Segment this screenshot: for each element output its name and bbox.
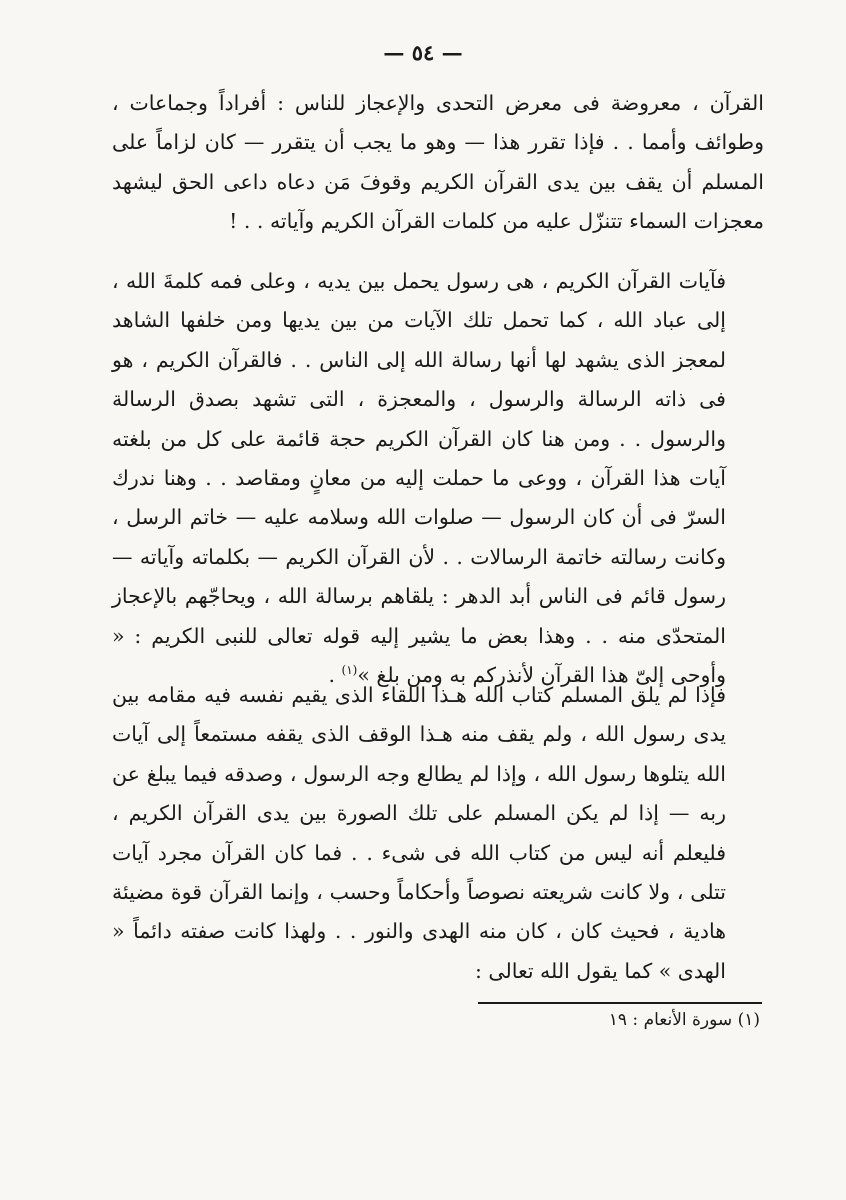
paragraph-2-text: فآيات القرآن الكريم ، هى رسول يحمل بين يديه ، وعلى فمه كلمةَ الله ، إلى عباد الله ، كما تحمل تلك الآيات من بين يديها ومن خلفها الشاهد لمعجز الذى يشهد لها أنها رسالة الله إلى الناس . . فالقرآن الكريم ، هو فى ذاته الرسالة والرسول ، والمعجزة ، التى تشهد بصدق الرسالة والرسول . . ومن هنا كان القرآن الكريم حجة قائمة على كل من بلغته آيات هذا القرآن ، ووعى ما حملت إليه من معانٍ ومقاصد . . وهنا ندرك السرّ فى أن كان الرسول — صلوات الله وسلامه عليه — خاتم الرسل ، وكانت رسالته خاتمة الرسالات . . لأن القرآن الكريم — بكلماته وآياته — رسول قائم فى الناس أبد الدهر : يلقاهم برسالة الله ، ويحاجّهم بالإعجاز المتحدّى منه . . وهذا بعض ما يشير إليه قوله تعالى للنبى الكريم : « وأوحى إلىّ هذا القرآن لأنذركم به ومن بلغ » (112, 269, 726, 688)
footnote: (١) سورة الأنعام : ١٩ (608, 1010, 760, 1030)
paragraph-2-end: . (328, 663, 335, 688)
paragraph-1-text: القرآن ، معروضة فى معرض التحدى والإعجاز للناس : أفراداً وجماعات ، وطوائف وأمما . . فإذا تقرر هذا — وهو ما يجب أن يتقرر — كان لزاماً على المسلم أن يقف بين يدى القرآن الكريم وقوفَ مَن دعاه داعى الحق ليشهد معجزات السماء تتنزّل عليه من كلمات القرآن الكريم وآياته . . ! (112, 91, 764, 234)
paragraph-3 (112, 676, 764, 991)
paragraph-1 (112, 84, 764, 242)
page-number: — ٥٤ — (383, 40, 463, 65)
paragraph-2-body (112, 262, 764, 695)
paragraph-2 (112, 262, 764, 695)
paragraph-3-text: فإذا لم يلق المسلم كتاب الله هـذا اللقاء الذى يقيم نفسه فيه مقامه بين يدى رسول الله ، ولم يقف منه هـذا الوقف الذى يقفه مستمعاً إلى آيات الله يتلوها رسول الله ، وإذا لم يطالع وجه الرسول ، وصدقه فيما يبلغ عن ربه — إذا لم يكن المسلم على تلك الصورة بين يدى القرآن الكريم ، فليعلم أنه ليس من كتاب الله فى شىء . . فما كان القرآن مجرد آيات تتلى ، ولا كانت شريعته نصوصاً وأحكاماً وحسب ، وإنما القرآن قوة مضيئة هادية ، فحيث كان ، كان منه الهدى والنور . . ولهذا كانت صفته دائماً « الهدى » كما يقول الله تعالى : (112, 683, 726, 983)
footnote-divider (478, 1002, 762, 1004)
footnote-reference: (١) (341, 663, 358, 678)
